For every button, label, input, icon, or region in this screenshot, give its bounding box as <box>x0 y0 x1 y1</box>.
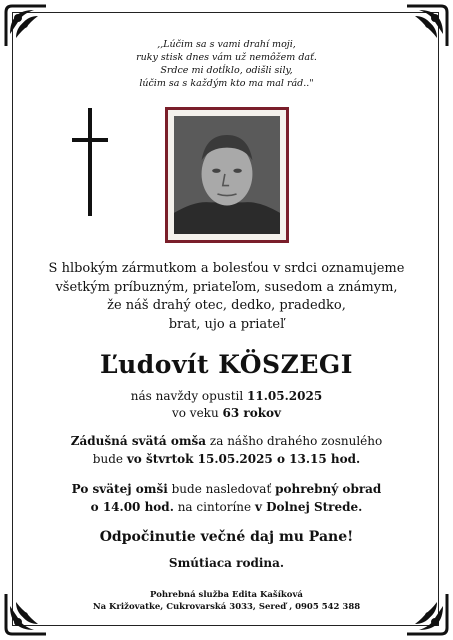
verse-line: lúčim sa s každým kto ma mal rád.." <box>139 78 314 89</box>
announcement-line: všetkým príbuzným, priateľom, susedom a známym, <box>55 279 398 295</box>
mass-text: za nášho drahého zosnulého <box>209 434 383 448</box>
portrait-frame <box>165 107 289 243</box>
burial-title: pohrebný obrad <box>275 482 382 496</box>
death-date: 11.05.2025 <box>247 389 323 403</box>
age-value: 63 rokov <box>222 406 282 420</box>
prayer-line: Odpočinutie večné daj mu Pane! <box>99 529 354 545</box>
burial-text: na cintoríne <box>177 500 252 514</box>
announcement-line: brat, ujo a priateľ <box>168 316 285 332</box>
mass-datetime: vo štvrtok 15.05.2025 o 13.15 hod. <box>126 452 361 466</box>
death-info <box>0 388 453 422</box>
cross-icon <box>70 108 110 216</box>
burial-place: v Dolnej Strede. <box>254 500 363 514</box>
announcement-text <box>0 260 453 334</box>
footer-line: Na Križovatke, Cukrovarská 3033, Sereď , 0905 542 388 <box>92 602 361 612</box>
verse-line: ,,Lúčim sa s vami drahí moji, <box>157 39 296 50</box>
mass-text: bude <box>92 452 123 466</box>
deceased-name: Ľudovít KÖSZEGI <box>100 350 353 379</box>
announcement-line: že náš drahý otec, dedko, pradedko, <box>107 298 346 313</box>
funeral-service-footer <box>0 589 453 613</box>
burial-text: bude nasledovať <box>171 482 272 496</box>
burial-time: o 14.00 hod. <box>90 500 174 514</box>
mass-info <box>0 432 453 468</box>
burial-info <box>0 480 453 516</box>
death-text: nás navždy opustil <box>130 389 244 403</box>
footer-line: Pohrebná služba Edita Kašíková <box>150 590 303 600</box>
portrait-photo <box>174 116 280 234</box>
age-prefix: vo veku <box>171 406 219 420</box>
family-signature: Smútiaca rodina. <box>168 556 285 570</box>
memorial-verse <box>0 38 453 90</box>
mass-title: Zádušná svätá omša <box>70 434 207 448</box>
verse-line: Srdce mi dotĺklo, odišli sily, <box>160 65 293 76</box>
verse-line: ruky stisk dnes vám už nemôžem dať. <box>136 52 317 63</box>
announcement-line: S hlbokým zármutkom a bolesťou v srdci oznamujeme <box>48 261 405 276</box>
burial-after-mass: Po svätej omši <box>71 482 168 496</box>
